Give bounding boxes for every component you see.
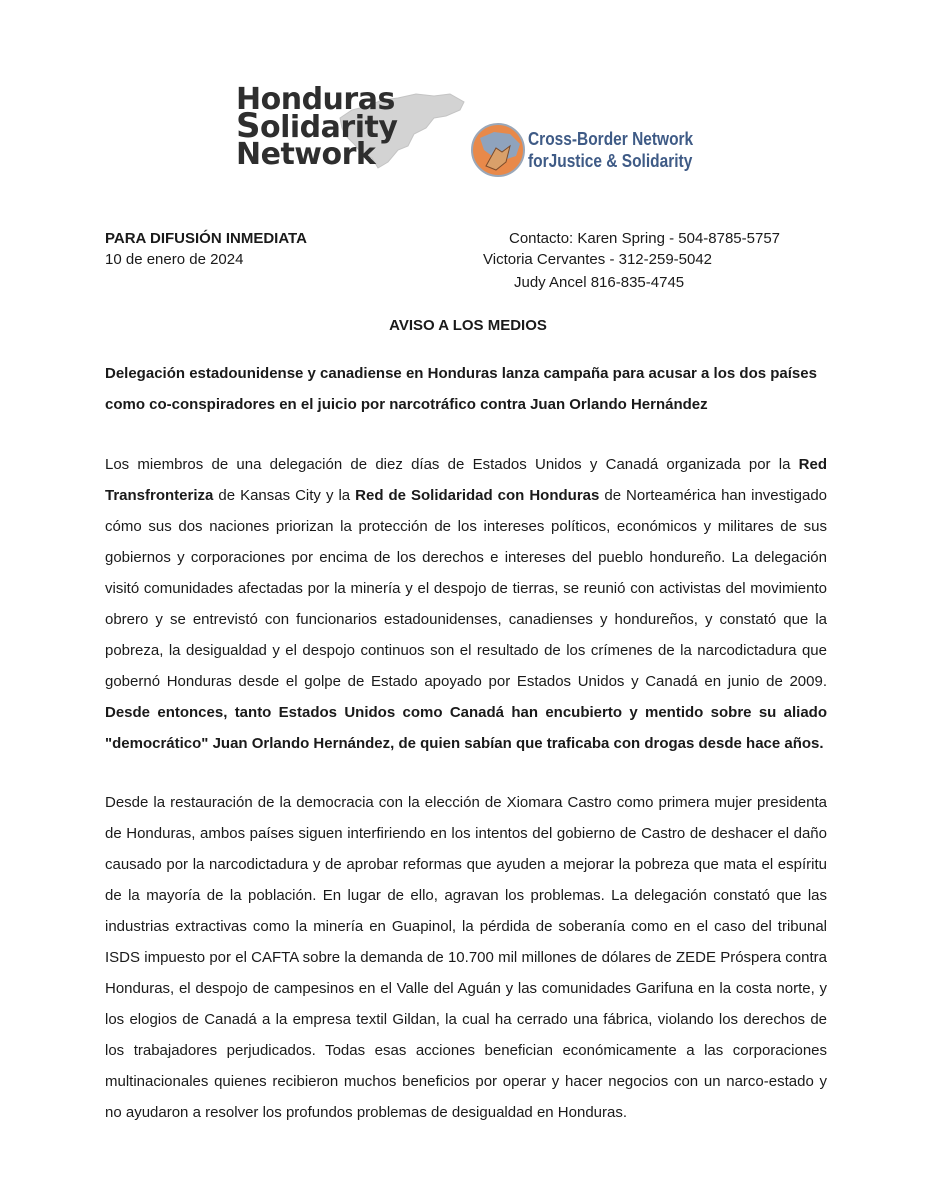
p1-text-3: de Norteamérica han investigado cómo sus dos naciones priorizan la protección de los intereses políticos, económicos y militares de sus gobiernos y corporaciones por encima de los derechos e intereses del pueblo hondureño. La delegación visitó comunidades afectadas por la minería y el despojo de tierras, se reunió con activistas del movimiento obrero y se entrevistó con funcionarios estadounidenses, canadienses y hondureños, y constató que la pobreza, la desigualdad y el despojo continuos son el resultado de los crímenes de la narcodictadura que gobernó Honduras desde el golpe de Estado apoyado por Estados Unidos y Canadá en junio de 2009. (105, 487, 828, 690)
headline: Delegación estadounidense y canadiense en Honduras lanza campaña para acusar a los dos países como co-conspiradores en el juicio por narcotráfico contra Juan Orlando Hernández (105, 365, 817, 413)
cbn-logo-text (528, 128, 693, 172)
globe-hands-icon (470, 122, 526, 178)
paragraph-2: Desde la restauración de la democracia con la elección de Xiomara Castro como primera mujer presidenta de Honduras, ambos países siguen interfiriendo en los intentos del gobierno de Castro de deshacer el daño causado por la narcodictadura y de aprobar reformas que ayuden a mejorar la pobreza que mata el espíritu de la mayoría de la población. En lugar de ello, agravan los problemas. La delegación constató que las industrias extractivas como la minería en Guapinol, la pérdida de soberanía como en el caso del tribunal ISDS impuesto por el CAFTA sobre la demanda de 10.700 mil millones de dólares de ZEDE Próspera contra Honduras, el despojo de campesinos en el Valle del Aguán y las comunidades Garifuna en la costa norte, y los elogios de Canadá a la empresa textil Gildan, la cual ha cerrado una fábrica, violando los derechos de los trabajadores perjudicados. Todas esas acciones benefician económicamente a las corporaciones multinacionales quienes recibieron muchos beneficios por operar y hacer negocios con un narco-estado y no ayudaron a resolver los profundos problemas de desigualdad en Honduras. (105, 794, 827, 1121)
contact-victoria-cervantes: Victoria Cervantes - 312-259-5042 (483, 251, 713, 268)
p1-bold-red-solidaridad: Red de Solidaridad con Honduras (355, 487, 600, 504)
hsn-line2-initial: S (236, 106, 260, 146)
honduras-solidarity-network-logo (228, 84, 468, 184)
cbn-line1: Cross-Border Network (528, 129, 694, 149)
release-label: PARA DIFUSIÓN INMEDIATA (105, 230, 307, 247)
p1-text-2: de Kansas City y la (213, 487, 356, 504)
cbn-line2: forJustice & Solidarity (528, 151, 693, 171)
hsn-logo-text (236, 82, 398, 172)
hsn-line1: Honduras (236, 82, 395, 117)
contact-karen-spring: Contacto: Karen Spring - 504-8785-5757 (509, 230, 781, 247)
p1-bold-red-transfronteriza: Red Transfronteriza (105, 456, 827, 504)
release-date: 10 de enero de 2024 (105, 251, 244, 268)
hsn-line3: Network (236, 137, 376, 172)
cross-border-network-logo (470, 118, 700, 182)
contact-judy-ancel: Judy Ancel 816-835-4745 (514, 274, 685, 291)
p1-text-1: Los miembros de una delegación de diez días de Estados Unidos y Canadá organizada por la (105, 456, 799, 473)
p1-bold-conclusion: Desde entonces, tanto Estados Unidos como Canadá han encubierto y mentido sobre su aliado "democrático" Juan Orlando Hernández, de quien sabían que traficaba con drogas desde hace años. (105, 704, 827, 752)
media-notice-title: AVISO A LOS MEDIOS (389, 317, 547, 334)
paragraph-1 (105, 449, 827, 759)
hsn-line2: olidarity (260, 110, 398, 145)
